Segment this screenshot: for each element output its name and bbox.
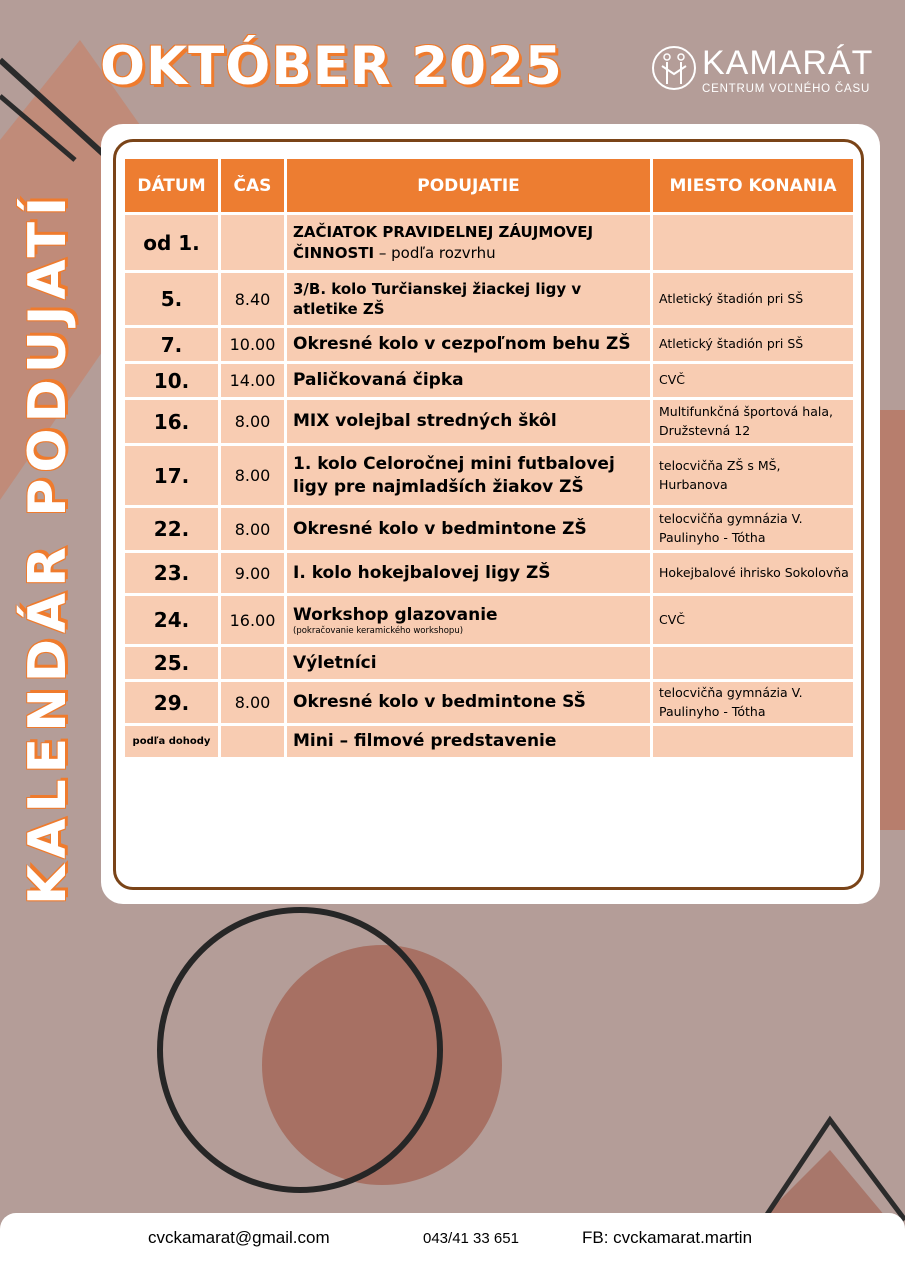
row-date: 23. xyxy=(125,553,218,593)
row-event: Okresné kolo v cezpoľnom behu ZŠ xyxy=(287,328,650,361)
row-event: Okresné kolo v bedmintone ZŠ xyxy=(287,508,650,550)
table-row xyxy=(125,446,853,505)
header-date: DÁTUM xyxy=(125,159,218,212)
header-time: ČAS xyxy=(221,159,284,212)
row-event: Paličkovaná čipka xyxy=(287,364,650,397)
row-time xyxy=(221,215,284,270)
logo-subtitle: CENTRUM VOĽNÉHO ČASU xyxy=(702,83,871,95)
row-place: telocvičňa ZŠ s MŠ, Hurbanova xyxy=(653,446,853,505)
event-suffix: – podľa rozvrhu xyxy=(374,243,496,262)
table-header-row xyxy=(125,159,853,212)
row-event: 1. kolo Celoročnej mini futbalovej ligy pre najmladších žiakov ZŠ xyxy=(287,446,650,505)
row-event: 3/B. kolo Turčianskej žiackej ligy v atletike ZŠ xyxy=(287,273,650,325)
table-row xyxy=(125,508,853,550)
row-event: Výletníci xyxy=(287,647,650,679)
row-time: 14.00 xyxy=(221,364,284,397)
row-place: CVČ xyxy=(653,364,853,397)
row-date: 17. xyxy=(125,446,218,505)
row-event: MIX volejbal stredných škôl xyxy=(287,400,650,443)
row-place xyxy=(653,647,853,679)
side-title: KALENDÁR PODUJATÍ xyxy=(18,190,78,905)
filled-circle xyxy=(262,945,502,1185)
table-row xyxy=(125,596,853,644)
logo xyxy=(650,44,890,104)
row-date: 7. xyxy=(125,328,218,361)
row-place: Atletický štadión pri SŠ xyxy=(653,273,853,325)
event-title: Workshop glazovanie xyxy=(293,604,498,625)
row-date: 24. xyxy=(125,596,218,644)
table-row xyxy=(125,273,853,325)
row-time xyxy=(221,726,284,757)
table-row xyxy=(125,400,853,443)
table-row xyxy=(125,682,853,723)
row-place: Multifunkčná športová hala, Družstevná 12 xyxy=(653,400,853,443)
row-place: Atletický štadión pri SŠ xyxy=(653,328,853,361)
row-place xyxy=(653,726,853,757)
footer-email[interactable]: cvckamarat@gmail.com xyxy=(148,1228,330,1247)
row-date: 5. xyxy=(125,273,218,325)
row-time: 8.00 xyxy=(221,682,284,723)
row-time: 16.00 xyxy=(221,596,284,644)
row-time: 8.40 xyxy=(221,273,284,325)
row-event xyxy=(287,215,650,270)
row-event: Okresné kolo v bedmintone SŠ xyxy=(287,682,650,723)
row-place: CVČ xyxy=(653,596,853,644)
footer xyxy=(0,1213,905,1280)
footer-facebook[interactable]: FB: cvckamarat.martin xyxy=(582,1228,753,1247)
event-title: ZAČIATOK PRAVIDELNEJ ZÁUJMOVEJ ČINNOSTI xyxy=(293,223,594,262)
row-date: podľa dohody xyxy=(125,726,218,757)
row-place: telocvičňa gymnázia V. Paulinyho - Tótha xyxy=(653,682,853,723)
row-date: od 1. xyxy=(125,215,218,270)
row-time xyxy=(221,647,284,679)
row-time: 8.00 xyxy=(221,400,284,443)
row-time: 9.00 xyxy=(221,553,284,593)
table-row xyxy=(125,647,853,679)
row-place: telocvičňa gymnázia V. Paulinyho - Tótha xyxy=(653,508,853,550)
row-date: 29. xyxy=(125,682,218,723)
table-row xyxy=(125,215,853,270)
row-event: Mini – filmové predstavenie xyxy=(287,726,650,757)
logo-icon xyxy=(650,44,698,92)
page-title: OKTÓBER 2025 xyxy=(100,36,563,97)
row-date: 22. xyxy=(125,508,218,550)
row-time: 10.00 xyxy=(221,328,284,361)
header-event: PODUJATIE xyxy=(287,159,650,212)
row-date: 16. xyxy=(125,400,218,443)
event-note: (pokračovanie keramického workshopu) xyxy=(293,625,464,636)
row-date: 10. xyxy=(125,364,218,397)
table-row xyxy=(125,364,853,397)
events-table xyxy=(122,156,856,760)
row-time: 8.00 xyxy=(221,508,284,550)
table-row xyxy=(125,553,853,593)
row-time: 8.00 xyxy=(221,446,284,505)
row-event xyxy=(287,596,650,644)
row-date: 25. xyxy=(125,647,218,679)
header-place: MIESTO KONANIA xyxy=(653,159,853,212)
table-row xyxy=(125,328,853,361)
row-place: Hokejbalové ihrisko Sokolovňa xyxy=(653,553,853,593)
row-place xyxy=(653,215,853,270)
table-row xyxy=(125,726,853,757)
logo-name: KAMARÁT xyxy=(702,44,874,82)
footer-phone[interactable]: 043/41 33 651 xyxy=(423,1230,519,1247)
row-event: I. kolo hokejbalovej ligy ZŠ xyxy=(287,553,650,593)
